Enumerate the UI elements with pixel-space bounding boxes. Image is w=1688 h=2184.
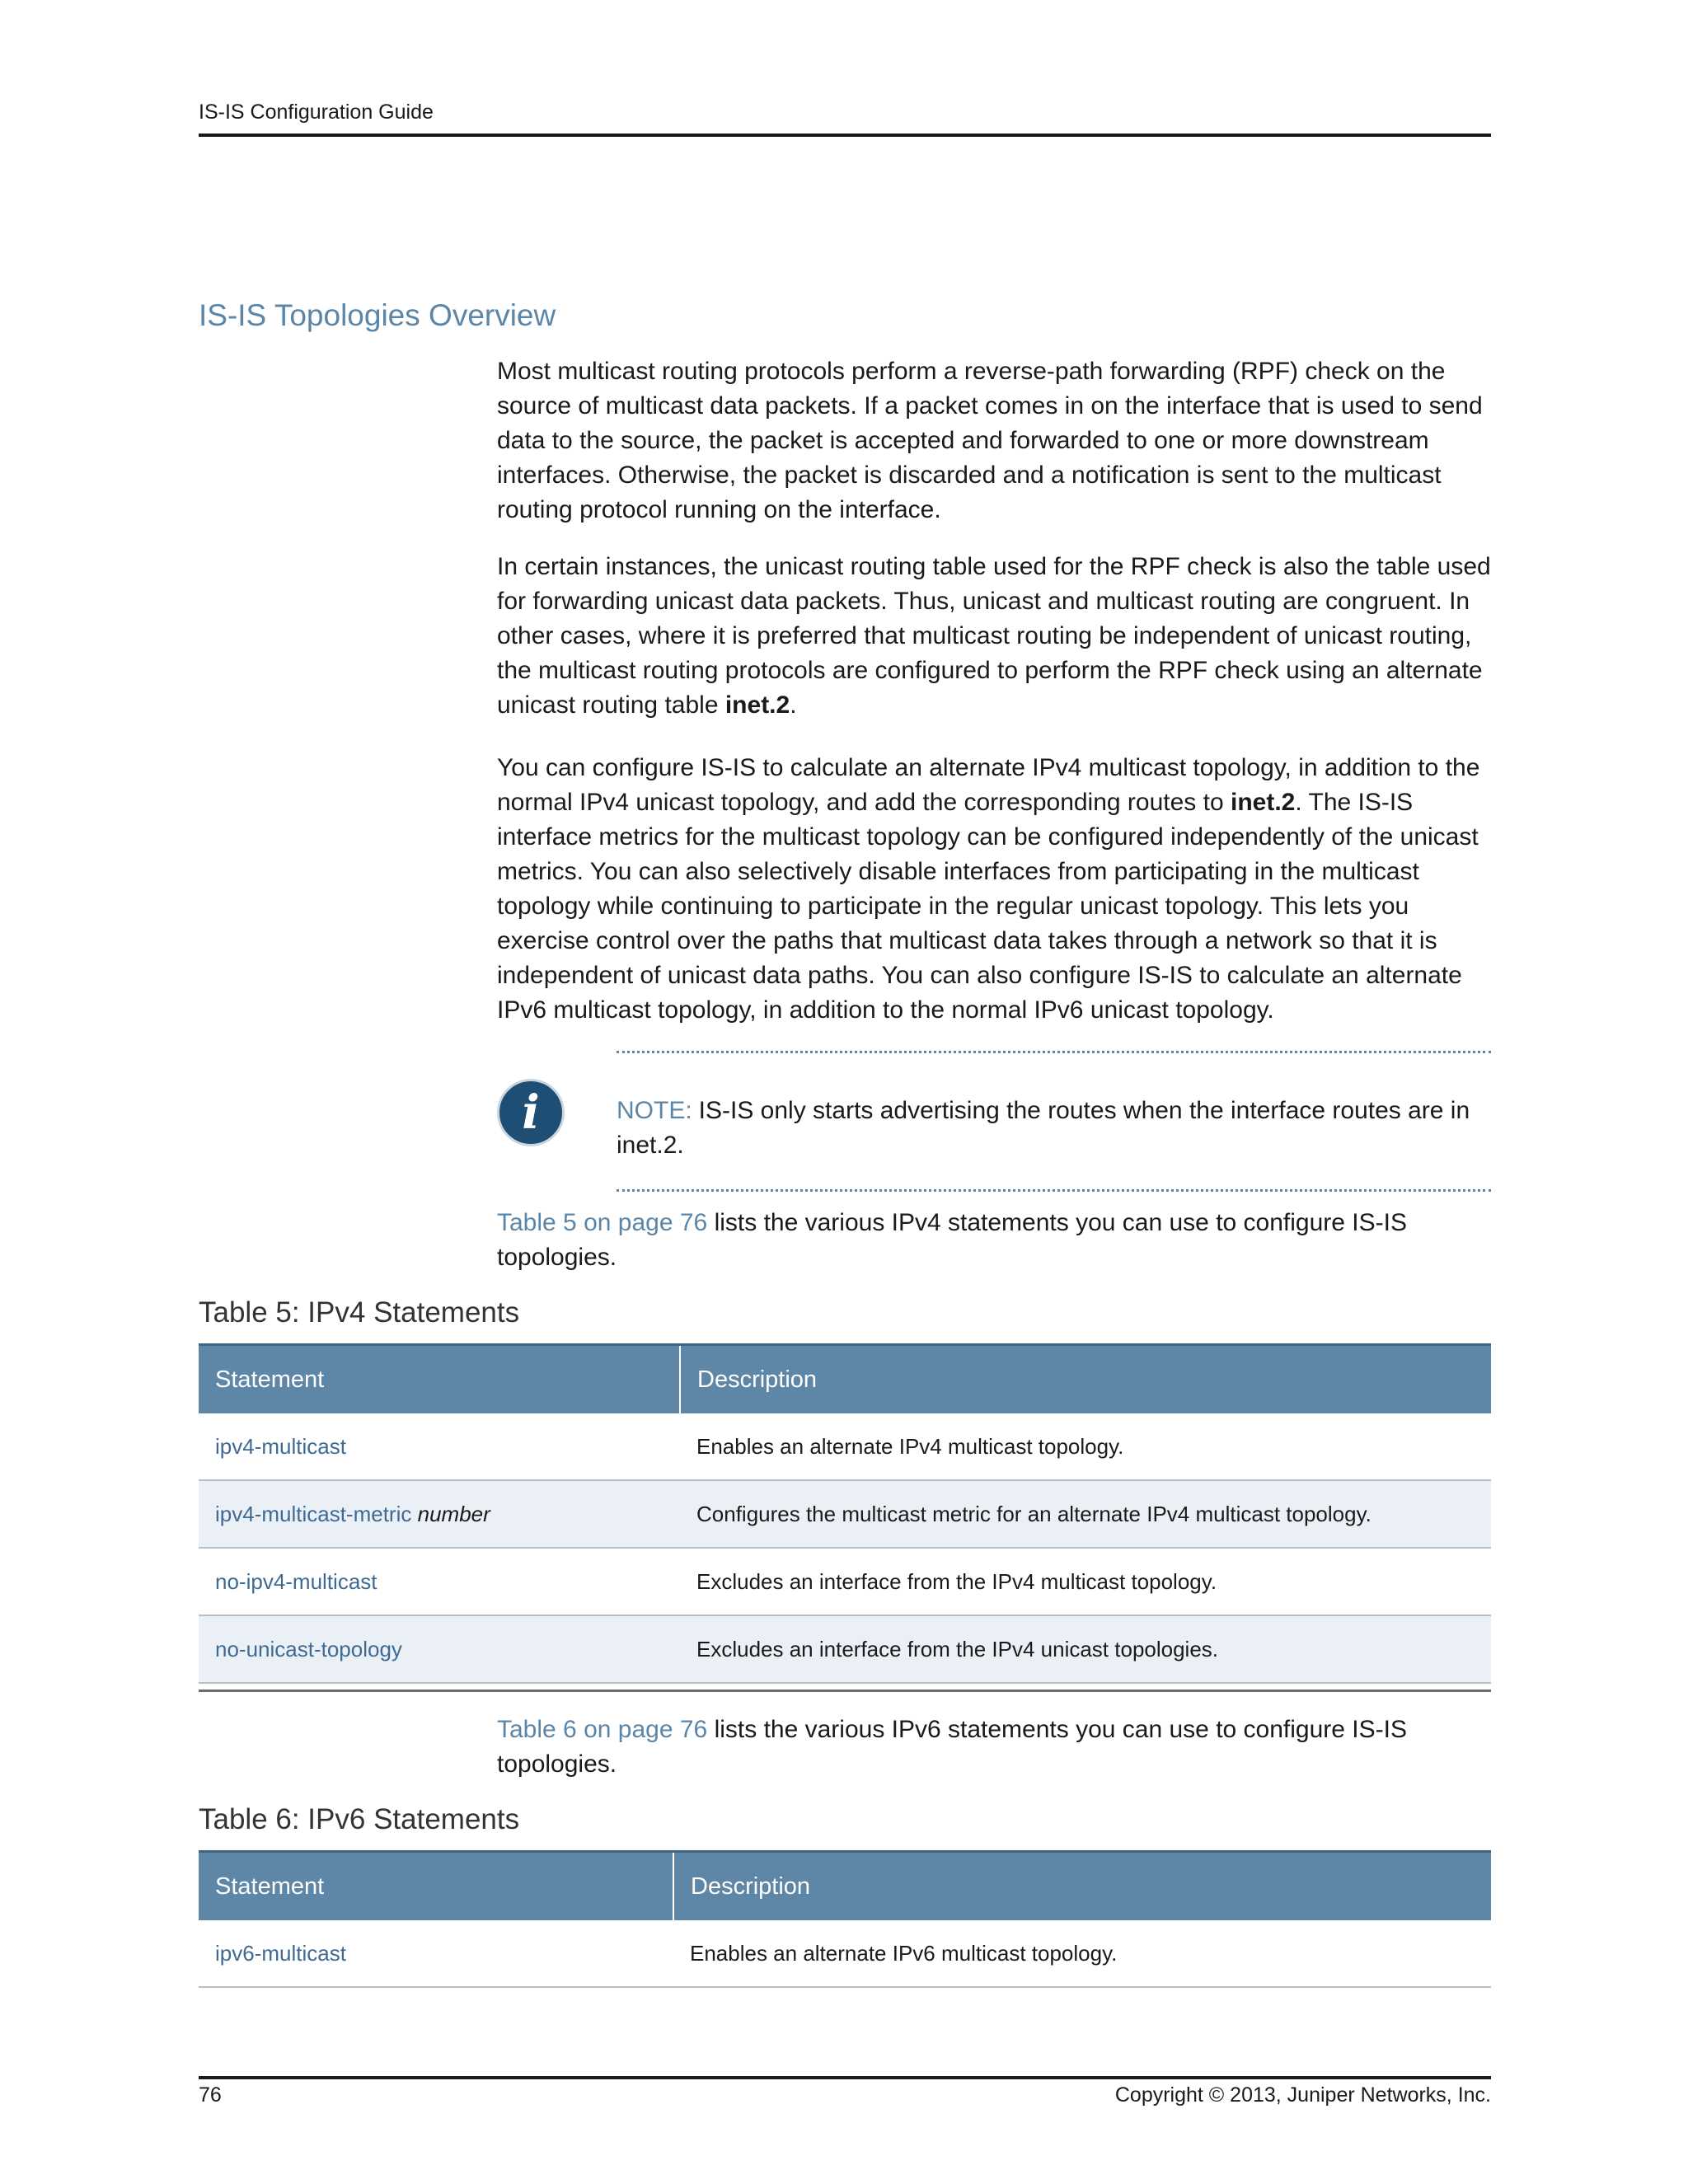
- note-top-rule: [617, 1051, 1491, 1053]
- running-header: IS-IS Configuration Guide: [199, 101, 434, 124]
- statement-cell[interactable]: ipv4-multicast: [199, 1413, 680, 1480]
- table-header-row: [199, 1852, 1491, 1921]
- inline-code-inet2: inet.2: [1231, 789, 1296, 816]
- note-bottom-rule: [617, 1189, 1491, 1192]
- table6-link[interactable]: Table 6 on page 76: [497, 1716, 708, 1743]
- body-paragraph-1: [497, 354, 1491, 527]
- header-description: Description: [673, 1852, 1491, 1921]
- table5-intro: Table 5 on page 76 lists the various IPv4 statements you can use to configure IS-IS topologies.: [497, 1209, 1407, 1271]
- copyright: Copyright © 2013, Juniper Networks, Inc.: [1114, 2083, 1491, 2107]
- header-statement: Statement: [199, 1345, 680, 1414]
- header-rule: [199, 134, 1491, 137]
- table-row: [199, 1413, 1491, 1480]
- footer-rule: [199, 2076, 1491, 2079]
- table-header-row: [199, 1345, 1491, 1414]
- description-cell: Enables an alternate IPv6 multicast topology.: [673, 1920, 1491, 1987]
- table5-title: Table 5: IPv4 Statements: [199, 1296, 520, 1329]
- description-cell: Excludes an interface from the IPv4 multicast topology.: [680, 1548, 1491, 1615]
- statement-argument: number: [417, 1501, 490, 1526]
- note-text: IS-IS only starts advertising the routes when the interface routes are in inet.2.: [617, 1097, 1470, 1159]
- table5: [199, 1343, 1491, 1684]
- info-icon: i: [497, 1079, 565, 1146]
- header-statement: Statement: [199, 1852, 673, 1921]
- inline-code-inet2: inet.2: [724, 691, 790, 719]
- paragraph-unicast-table: In certain instances, the unicast routing table used for the RPF check is also the table used for forwarding unicast data packets. Thus, unicast and multicast routing are congruent. In other cases, where it is preferred that multicast routing be independent of unicast routing, the multicast routing protocols are configured to perform the RPF check using an alternate unicast routing table inet.2.: [497, 553, 1491, 719]
- table-row: [199, 1615, 1491, 1683]
- paragraph-rpf: Most multicast routing protocols perform a reverse-path forwarding (RPF) check on the source of multicast data packets. If a packet comes in on the interface that is used to send data to the source, the packet is accepted and forwarded to one or more downstream interfaces. Otherwise, the packet is discarded and a notification is sent to the multicast routing protocol running on the interface.: [497, 358, 1483, 523]
- table6-intro: Table 6 on page 76 lists the various IPv6 statements you can use to configure IS-IS topologies.: [497, 1716, 1407, 1778]
- table-row: [199, 1920, 1491, 1987]
- description-cell: Configures the multicast metric for an alternate IPv4 multicast topology.: [680, 1480, 1491, 1548]
- paragraph-configure-topology: You can configure IS-IS to calculate an alternate IPv4 multicast topology, in addition to the normal IPv4 unicast topology, and add the corresponding routes to inet.2. The IS-IS interface metrics for the multicast topology can be configured independently of the unicast metrics. You can also selectively disable interfaces from participating in the multicast topology while continuing to participate in the regular unicast topology. This lets you exercise control over the paths that multicast data takes through a network so that it is independent of unicast data paths. You can also configure IS-IS to calculate an alternate IPv6 multicast topology, in addition to the normal IPv6 unicast topology.: [497, 754, 1480, 1024]
- table6: [199, 1850, 1491, 1988]
- statement-cell[interactable]: no-ipv4-multicast: [199, 1548, 680, 1615]
- description-cell: Enables an alternate IPv4 multicast topology.: [680, 1413, 1491, 1480]
- statement-cell[interactable]: ipv4-multicast-metric number: [199, 1480, 680, 1548]
- table5-end-rule: [199, 1690, 1491, 1692]
- table6-title: Table 6: IPv6 Statements: [199, 1803, 520, 1835]
- statement-cell[interactable]: no-unicast-topology: [199, 1615, 680, 1683]
- body-paragraph-2: [497, 550, 1491, 723]
- note-label: NOTE:: [617, 1097, 692, 1124]
- table5-link[interactable]: Table 5 on page 76: [497, 1209, 708, 1236]
- description-cell: Excludes an interface from the IPv4 unicast topologies.: [680, 1615, 1491, 1683]
- body-paragraph-3: [497, 751, 1491, 1028]
- statement-cell[interactable]: ipv6-multicast: [199, 1920, 673, 1987]
- page-number: 76: [199, 2083, 222, 2107]
- table-row: [199, 1480, 1491, 1548]
- header-description: Description: [680, 1345, 1491, 1414]
- table-row: [199, 1548, 1491, 1615]
- note-box: [617, 1094, 1491, 1163]
- section-title: IS-IS Topologies Overview: [199, 298, 556, 332]
